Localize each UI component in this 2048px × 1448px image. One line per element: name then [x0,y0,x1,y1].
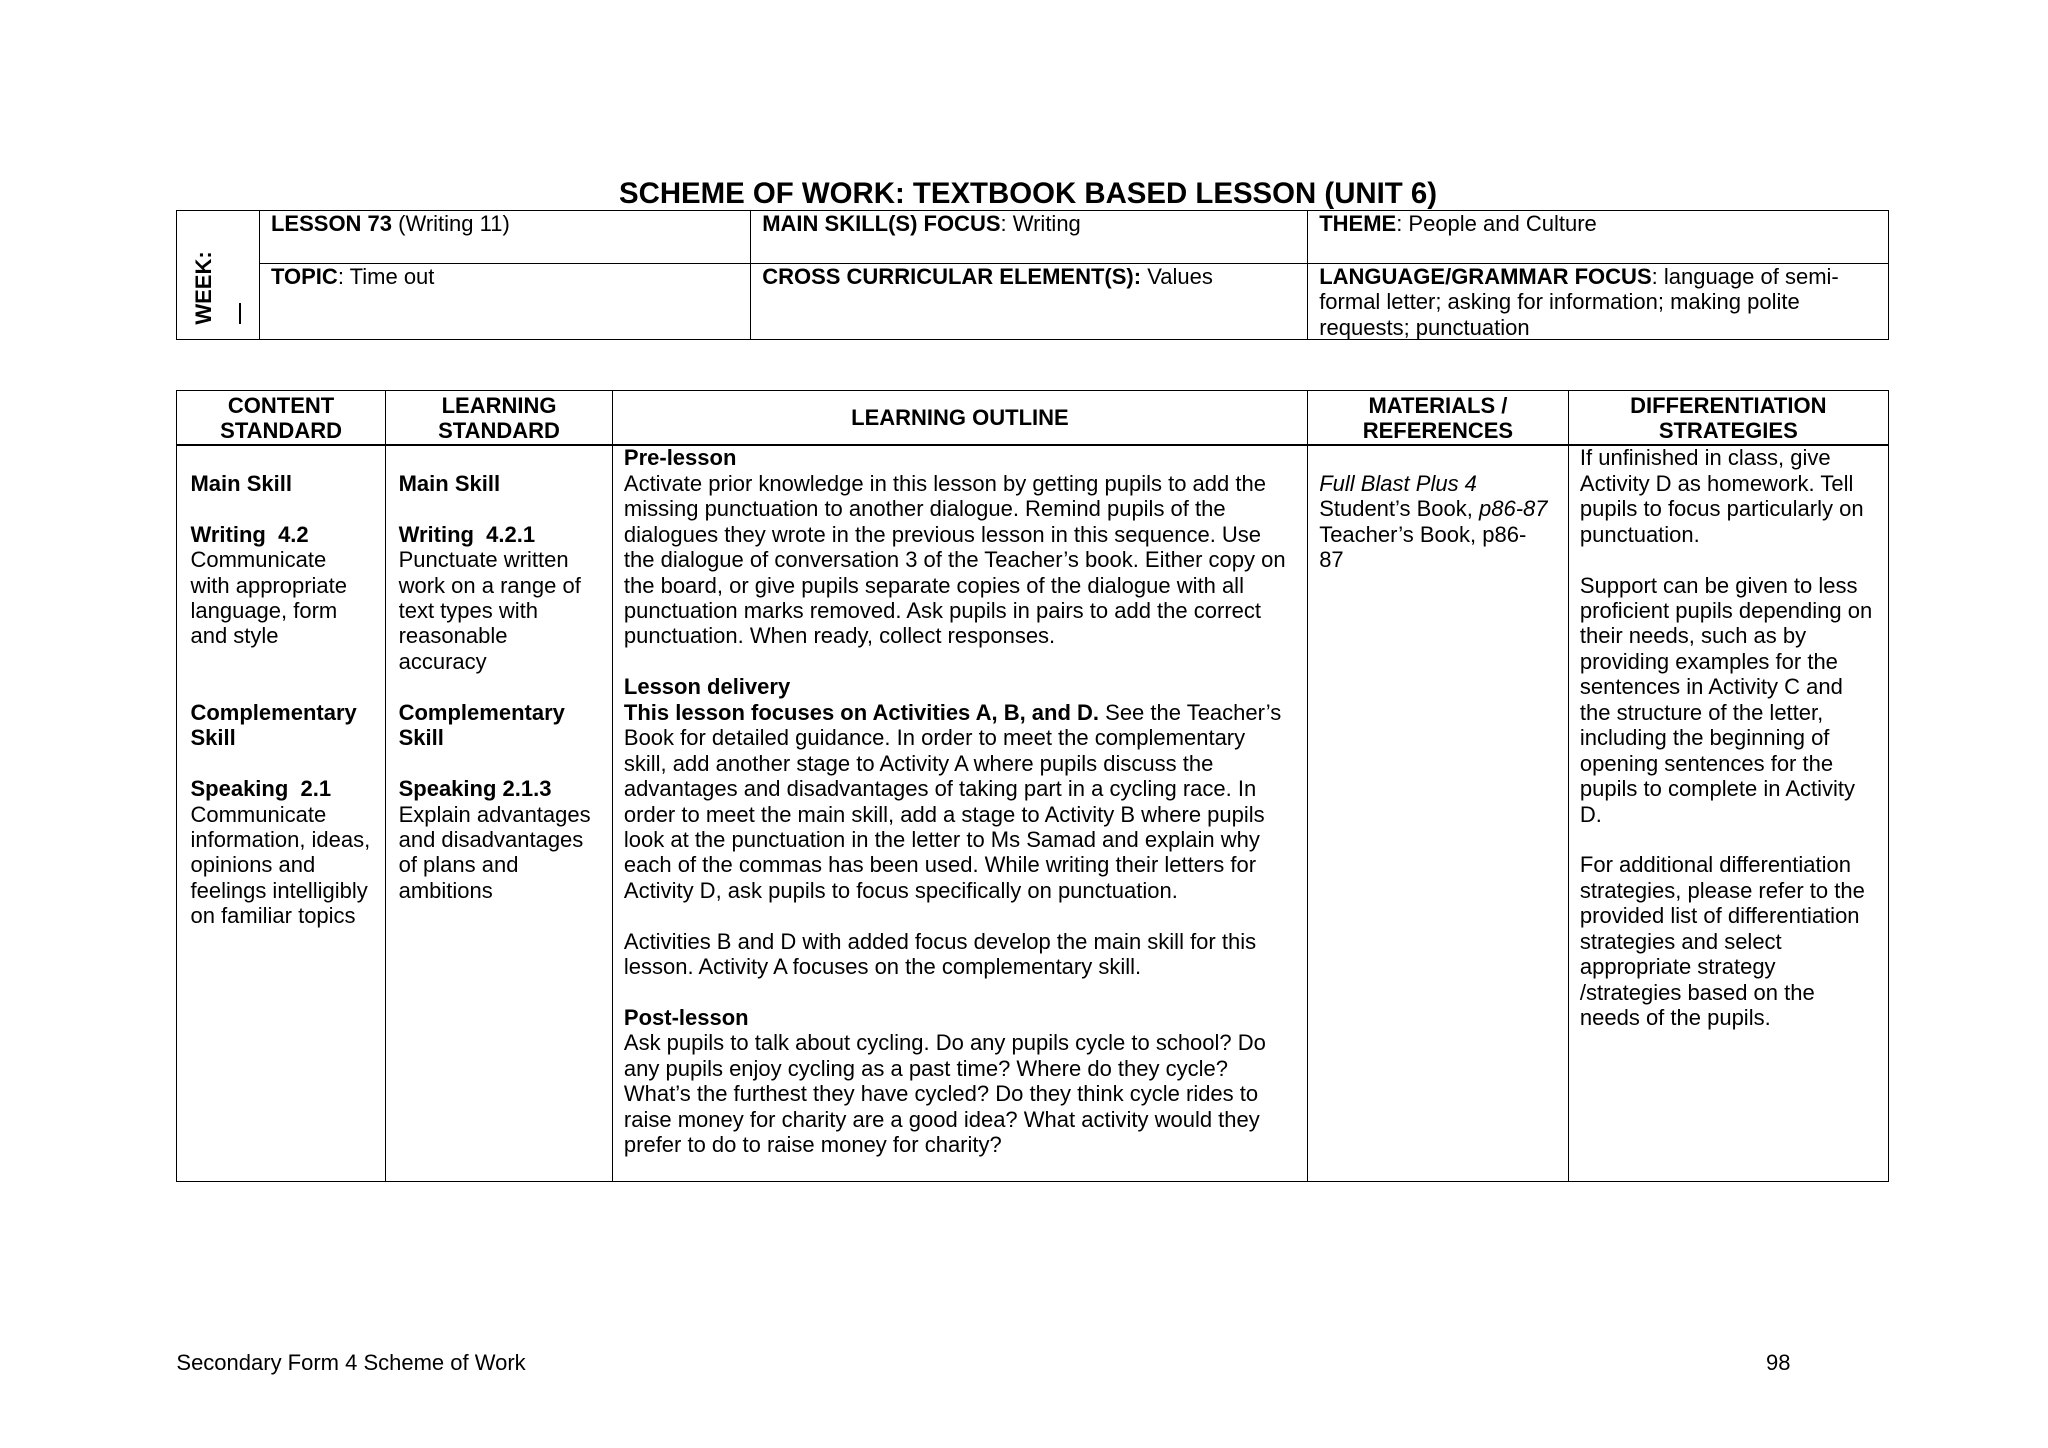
cross-curricular-bold-text: CROSS CURRICULAR ELEMENT(S): [762,263,1142,289]
learning-standard-text: reasonable [398,623,508,649]
differentiation-strategies-text: pupils to complete in Activity [1579,776,1856,802]
learning-outline-text: each of the commas has been used. While writing their letters for [623,852,1257,878]
learning-outline-text: punctuation marks removed. Ask pupils in pairs to add the correct [623,598,1261,624]
learning-outline-line [624,929,1307,954]
learning-outline-text: punctuation. When ready, collect responses. [623,623,1056,649]
materials-references-line [1319,496,1568,521]
content-standard-text: Communicate [190,801,327,827]
learning-outline-text: Activities B and D with added focus develop the main skill for this [623,928,1257,954]
differentiation-strategies-blank-line [1580,827,1888,852]
learning-outline-line [624,1081,1307,1106]
differentiation-strategies-text: D. [1579,801,1602,827]
learning-standard-text: Explain advantages [398,801,591,827]
learning-outline-line [624,1030,1307,1055]
content-standard-line [190,802,385,827]
learning-standard-line [399,547,612,572]
learning-outline-line [624,522,1307,547]
learning-outline-line [624,1056,1307,1081]
learning-outline-text: See the Teacher’s [1099,699,1282,725]
learning-standard-line [399,827,612,852]
learning-outline-blank-line [624,903,1307,928]
learning-standard-blank-line [399,445,612,470]
learning-outline-line [624,471,1307,496]
content-standard-blank-line [190,649,385,674]
learning-standard-bold-text: Skill [398,725,444,751]
learning-standard-text: Punctuate written [398,547,569,573]
language-grammar-focus-line [1319,264,1888,289]
language-grammar-focus-text: : language of semi- [1651,263,1839,289]
learning-outline-text: missing punctuation to another dialogue. Remind pupils of the [623,496,1226,522]
materials-references-line [1319,547,1568,572]
lesson-text: (Writing 11) [392,211,510,236]
learning-standard-blank-line [399,751,612,776]
learning-outline-text: prefer to do to raise money for charity? [623,1132,1002,1158]
cross-curricular-line [762,264,1307,289]
differentiation-strategies-text: their needs, such as by [1579,623,1807,649]
content-standard-bold-text: Skill [190,725,236,751]
learning-outline-text: dialogues they wrote in the previous lesson in this sequence. Use [623,521,1262,547]
differentiation-strategies-line [1580,751,1888,776]
header-line: REFERENCES [1362,418,1514,444]
header-line: LEARNING OUTLINE [851,405,1069,431]
differentiation-strategies-line [1580,471,1888,496]
differentiation-strategies-line [1580,980,1888,1005]
differentiation-strategies-text: /strategies based on the [1579,979,1815,1005]
learning-standard-text: work on a range of [398,572,581,598]
learning-standard-cell [385,444,613,1182]
header-line: STANDARD [438,418,560,444]
learning-outline-text: What’s the furthest they have cycled? Do they think cycle rides to [623,1081,1259,1107]
theme-bold-text: THEME [1319,211,1397,236]
main-skill-focus-bold-text: MAIN SKILL(S) FOCUS [762,211,1001,236]
content-standard-text: opinions and [190,852,316,878]
learning-standard-blank-line [399,674,612,699]
materials-references-text: Teacher’s Book, p86- [1319,521,1527,547]
differentiation-strategies-blank-line [1580,547,1888,572]
differentiation-strategies-line [1580,649,1888,674]
differentiation-strategies-line [1580,929,1888,954]
differentiation-strategies-line [1580,445,1888,470]
differentiation-strategies-line [1580,954,1888,979]
content-standard-blank-line [190,445,385,470]
content-standard-text: feelings intelligibly [190,877,368,903]
differentiation-strategies-line [1580,852,1888,877]
learning-standard-line [399,471,612,496]
header-learning-outline [612,390,1309,445]
learning-outline-line [624,700,1307,725]
learning-standard-line [399,623,612,648]
content-standard-text: information, ideas, [190,826,371,852]
learning-standard-line [399,878,612,903]
topic-bold-text: TOPIC [270,263,338,289]
content-standard-text: on familiar topics [190,903,356,929]
learning-outline-line [624,878,1307,903]
learning-standard-text: and disadvantages [398,826,584,852]
content-standard-line [190,573,385,598]
content-standard-line [190,522,385,547]
header-materials-references [1307,390,1569,445]
content-standard-line [190,598,385,623]
content-standard-text: language, form [190,598,338,624]
content-standard-line [190,623,385,648]
learning-outline-line [624,573,1307,598]
learning-outline-text: the dialogue of conversation 3 of the Teacher’s book. Either copy on [623,547,1286,573]
learning-standard-line [399,649,612,674]
differentiation-strategies-line [1580,496,1888,521]
header-content-standard [176,390,387,445]
cross-curricular-text: Values [1141,263,1213,289]
learning-standard-blank-line [399,496,612,521]
header-learning-standard [385,390,613,445]
learning-standard-bold-text: Complementary [398,699,565,725]
main-skill-focus-text: : Writing [1000,211,1081,236]
differentiation-strategies-text: including the beginning of [1579,725,1830,751]
differentiation-strategies-line [1580,674,1888,699]
materials-references-cell [1307,444,1569,1182]
learning-standard-line [399,776,612,801]
differentiation-strategies-text: strategies and select [1579,928,1782,954]
differentiation-strategies-line [1580,522,1888,547]
cross-curricular-cell [750,263,1308,341]
topic-text: : Time out [337,263,435,289]
content-standard-text: Communicate [190,547,327,573]
content-standard-line [190,547,385,572]
learning-standard-line [399,573,612,598]
footer-document-name: Secondary Form 4 Scheme of Work [176,1349,526,1375]
content-standard-blank-line [190,496,385,521]
learning-standard-bold-text: Main Skill [398,470,501,496]
theme-text: : People and Culture [1396,211,1597,236]
learning-outline-line [624,547,1307,572]
learning-outline-line [624,725,1307,750]
differentiation-strategies-line [1580,776,1888,801]
learning-outline-line [624,802,1307,827]
learning-outline-line [624,751,1307,776]
learning-outline-line [624,445,1307,470]
content-standard-line [190,827,385,852]
learning-outline-bold-text: Lesson delivery [623,674,791,700]
learning-outline-text: Ask pupils to talk about cycling. Do any pupils cycle to school? Do [623,1030,1266,1056]
content-standard-line [190,471,385,496]
learning-outline-line [624,674,1307,699]
week-label: WEEK: [191,251,217,325]
learning-standard-line [399,598,612,623]
header-line: STANDARD [220,418,342,444]
differentiation-strategies-line [1580,1005,1888,1030]
learning-outline-line [624,496,1307,521]
header-line: LEARNING [441,392,557,418]
learning-outline-bold-text: Pre-lesson [623,445,737,471]
topic-line [271,264,750,289]
content-standard-blank-line [190,674,385,699]
main-skill-focus-line [762,211,1307,236]
differentiation-strategies-text: needs of the pupils. [1579,1005,1771,1031]
footer-page-number: 98 [1766,1349,1791,1375]
learning-outline-line [624,623,1307,648]
learning-outline-line [624,598,1307,623]
header-line: MATERIALS / [1368,392,1508,418]
differentiation-strategies-text: strategies, please refer to the [1579,877,1865,903]
differentiation-strategies-line [1580,903,1888,928]
learning-outline-line [624,1005,1307,1030]
materials-references-italic-text: p86-87 [1479,496,1548,522]
differentiation-strategies-text: provided list of differentiation [1579,903,1860,929]
learning-outline-text: advantages and disadvantages of taking part in a cycling race. In [623,776,1257,802]
content-standard-bold-text: Complementary [190,699,357,725]
learning-standard-line [399,522,612,547]
header-line: CONTENT [227,392,335,418]
differentiation-strategies-cell [1568,444,1889,1182]
content-standard-bold-text: Main Skill [190,470,292,496]
lesson-bold-text: LESSON 73 [270,211,393,236]
materials-references-italic-text: Full Blast Plus 4 [1319,470,1477,496]
learning-standard-bold-text: Writing 4.2.1 [398,521,536,547]
differentiation-strategies-line [1580,623,1888,648]
content-standard-text: with appropriate [190,572,348,598]
learning-standard-line [399,700,612,725]
header-line: STRATEGIES [1658,418,1798,444]
learning-outline-text: lesson. Activity A focuses on the complementary skill. [623,954,1142,980]
materials-references-blank-line [1319,445,1568,470]
learning-outline-line [624,954,1307,979]
learning-standard-text: ambitions [398,877,493,903]
language-grammar-focus-text: requests; punctuation [1319,314,1530,340]
content-standard-bold-text: Speaking 2.1 [190,776,332,802]
materials-references-text: Student’s Book, [1319,496,1479,522]
content-standard-line [190,903,385,928]
learning-standard-line [399,725,612,750]
topic-cell [259,263,752,341]
learning-outline-text: skill, add another stage to Activity A where pupils discuss the [623,750,1214,776]
content-standard-cell [176,444,387,1182]
learning-outline-line [624,776,1307,801]
differentiation-strategies-text: appropriate strategy [1579,954,1776,980]
main-skill-focus-cell [750,210,1308,264]
learning-outline-blank-line [624,649,1307,674]
content-standard-text: and style [190,623,279,649]
differentiation-strategies-line [1580,802,1888,827]
content-standard-blank-line [190,751,385,776]
learning-outline-bold-text: Post-lesson [623,1005,749,1031]
learning-outline-text: look at the punctuation in the letter to Ms Samad and explain why [623,826,1260,852]
learning-outline-text: order to meet the main skill, add a stage to Activity B where pupils [623,801,1265,827]
differentiation-strategies-text: sentences in Activity C and [1579,674,1843,700]
content-standard-line [190,700,385,725]
learning-outline-text: Activity D, ask pupils to focus specifically on punctuation. [623,877,1178,903]
learning-standard-text: text types with [398,598,538,624]
learning-outline-line [624,827,1307,852]
learning-outline-blank-line [624,980,1307,1005]
content-standard-line [190,725,385,750]
differentiation-strategies-text: If unfinished in class, give [1579,445,1831,471]
week-number-blank [239,303,241,324]
page-title: SCHEME OF WORK: TEXTBOOK BASED LESSON (UNIT 6) [619,177,1438,210]
differentiation-strategies-line [1580,700,1888,725]
differentiation-strategies-text: Support can be given to less [1579,572,1858,598]
learning-standard-line [399,852,612,877]
differentiation-strategies-text: the structure of the letter, [1579,699,1824,725]
week-cell [176,210,260,340]
learning-standard-text: of plans and [398,852,519,878]
differentiation-strategies-line [1580,725,1888,750]
learning-outline-line [624,1132,1307,1157]
differentiation-strategies-text: punctuation. [1579,521,1700,547]
lesson-line [271,211,750,236]
differentiation-strategies-line [1580,878,1888,903]
learning-standard-line [399,802,612,827]
learning-outline-line [624,852,1307,877]
learning-outline-text: the board, or give pupils separate copies of the dialogue with all [623,572,1244,598]
differentiation-strategies-text: proficient pupils depending on [1579,598,1873,624]
language-grammar-focus-text: formal letter; asking for information; making polite [1319,289,1800,315]
differentiation-strategies-text: Activity D as homework. Tell [1579,470,1854,496]
learning-outline-text: Activate prior knowledge in this lesson by getting pupils to add the [623,470,1266,496]
learning-standard-text: accuracy [398,648,487,674]
differentiation-strategies-line [1580,573,1888,598]
language-grammar-focus-cell [1307,263,1889,341]
content-standard-line [190,852,385,877]
lesson-cell [259,210,752,264]
differentiation-strategies-line [1580,598,1888,623]
learning-outline-bold-text: This lesson focuses on Activities A, B, and D. [623,699,1100,725]
header-line: DIFFERENTIATION [1630,392,1827,418]
materials-references-line [1319,522,1568,547]
learning-outline-text: any pupils enjoy cycling as a past time? Where do they cycle? [623,1055,1228,1081]
learning-standard-bold-text: Speaking 2.1.3 [398,776,552,802]
content-standard-bold-text: Writing 4.2 [190,521,309,547]
theme-line [1319,211,1888,236]
learning-outline-text: raise money for charity are a good idea? What activity would they [623,1106,1260,1132]
content-standard-line [190,776,385,801]
differentiation-strategies-text: opening sentences for the [1579,750,1834,776]
differentiation-strategies-text: For additional differentiation [1579,852,1851,878]
content-standard-line [190,878,385,903]
learning-outline-cell [612,444,1309,1182]
learning-outline-text: Book for detailed guidance. In order to meet the complementary [623,725,1246,751]
materials-references-text: 87 [1319,547,1344,573]
language-grammar-focus-line [1319,289,1888,314]
language-grammar-focus-line [1319,315,1888,340]
materials-references-line [1319,471,1568,496]
language-grammar-focus-bold-text: LANGUAGE/GRAMMAR FOCUS [1319,263,1652,289]
header-differentiation-strategies [1568,390,1889,445]
differentiation-strategies-text: pupils to focus particularly on [1579,496,1864,522]
differentiation-strategies-text: providing examples for the [1579,648,1838,674]
learning-outline-line [624,1107,1307,1132]
theme-cell [1307,210,1889,264]
